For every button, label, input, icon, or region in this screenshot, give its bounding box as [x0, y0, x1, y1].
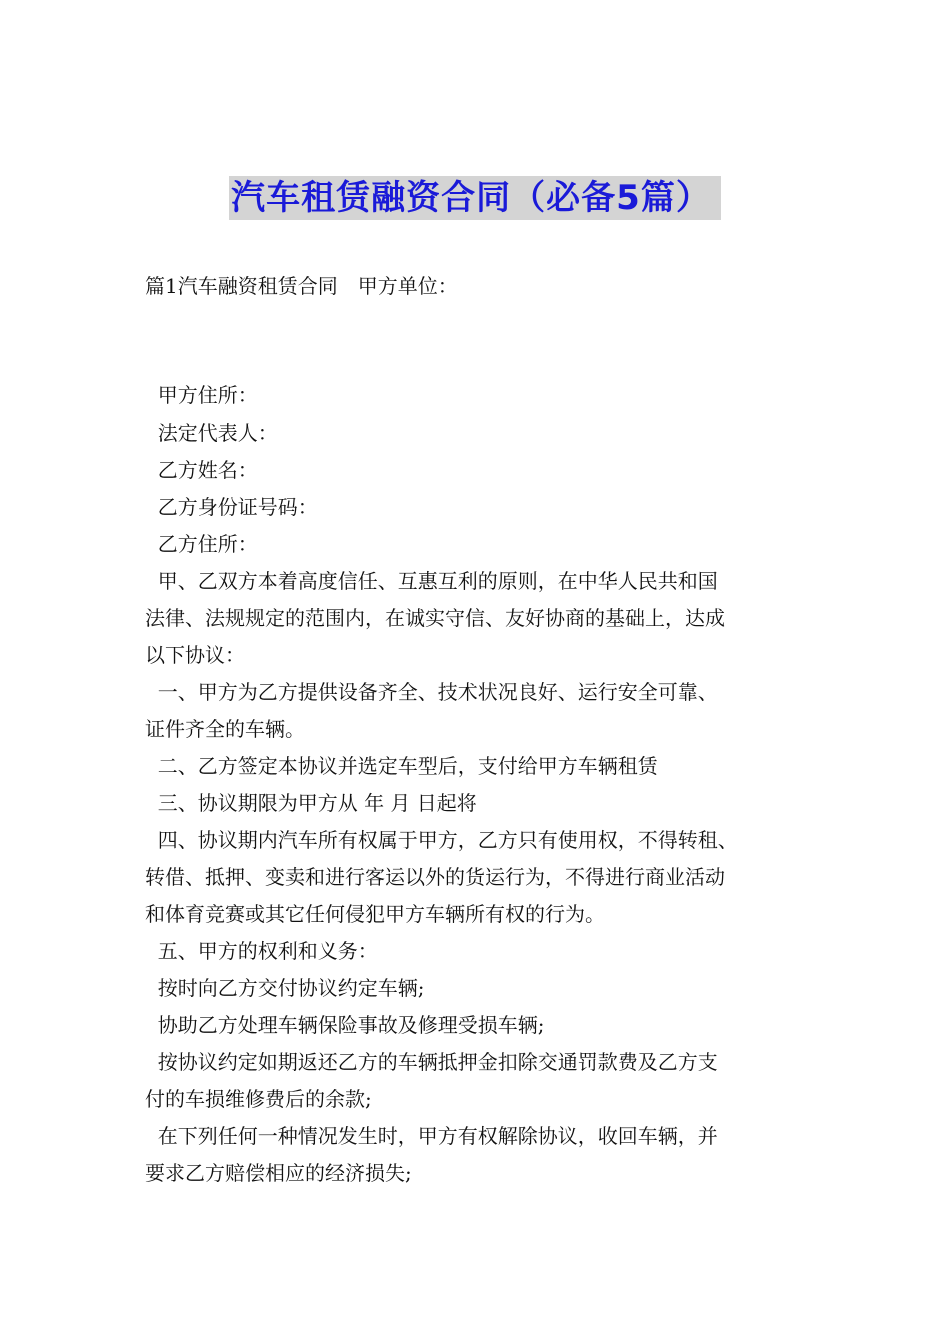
party-a-address: 甲方住所： [145, 383, 258, 407]
clause-5-item: 付的车损维修费后的余款; [145, 1087, 372, 1111]
clause-3: 三、协议期限为甲方从 年 月 日起将 [145, 791, 477, 815]
document-title-wrap [0, 176, 950, 220]
clause-5-item: 按时向乙方交付协议约定车辆; [145, 976, 425, 1000]
clause-1-line: 一、甲方为乙方提供设备齐全、技术状况良好、运行安全可靠、 [145, 680, 718, 704]
clause-5-item: 要求乙方赔偿相应的经济损失; [145, 1161, 412, 1185]
clause-4-line: 转借、抵押、变卖和进行客运以外的货运行为，不得进行商业活动 [145, 865, 725, 889]
preamble-line: 法律、法规规定的范围内，在诚实守信、友好协商的基础上，达成 [145, 606, 725, 630]
party-b-name: 乙方姓名： [145, 458, 258, 482]
section-heading: 篇1汽车融资租赁合同 甲方单位： [145, 274, 458, 298]
clause-5-item: 按协议约定如期返还乙方的车辆抵押金扣除交通罚款费及乙方支 [145, 1050, 718, 1074]
party-b-id-number: 乙方身份证号码： [145, 495, 318, 519]
clause-5-item: 协助乙方处理车辆保险事故及修理受损车辆; [145, 1013, 545, 1037]
clause-5-item: 在下列任何一种情况发生时，甲方有权解除协议，收回车辆，并 [145, 1124, 718, 1148]
party-b-address: 乙方住所： [145, 532, 258, 556]
legal-representative: 法定代表人： [145, 421, 278, 445]
clause-5-heading: 五、甲方的权利和义务： [145, 939, 378, 963]
clause-4-line: 和体育竞赛或其它任何侵犯甲方车辆所有权的行为。 [145, 902, 605, 926]
document-title: 汽车租赁融资合同（必备5篇） [229, 176, 721, 220]
clause-2: 二、乙方签定本协议并选定车型后，支付给甲方车辆租赁 [145, 754, 658, 778]
clause-4-line: 四、协议期内汽车所有权属于甲方，乙方只有使用权，不得转租、 [145, 828, 738, 852]
preamble-line: 甲、乙双方本着高度信任、互惠互利的原则，在中华人民共和国 [145, 569, 718, 593]
preamble-line: 以下协议： [145, 643, 245, 667]
clause-1-line: 证件齐全的车辆。 [145, 717, 305, 741]
